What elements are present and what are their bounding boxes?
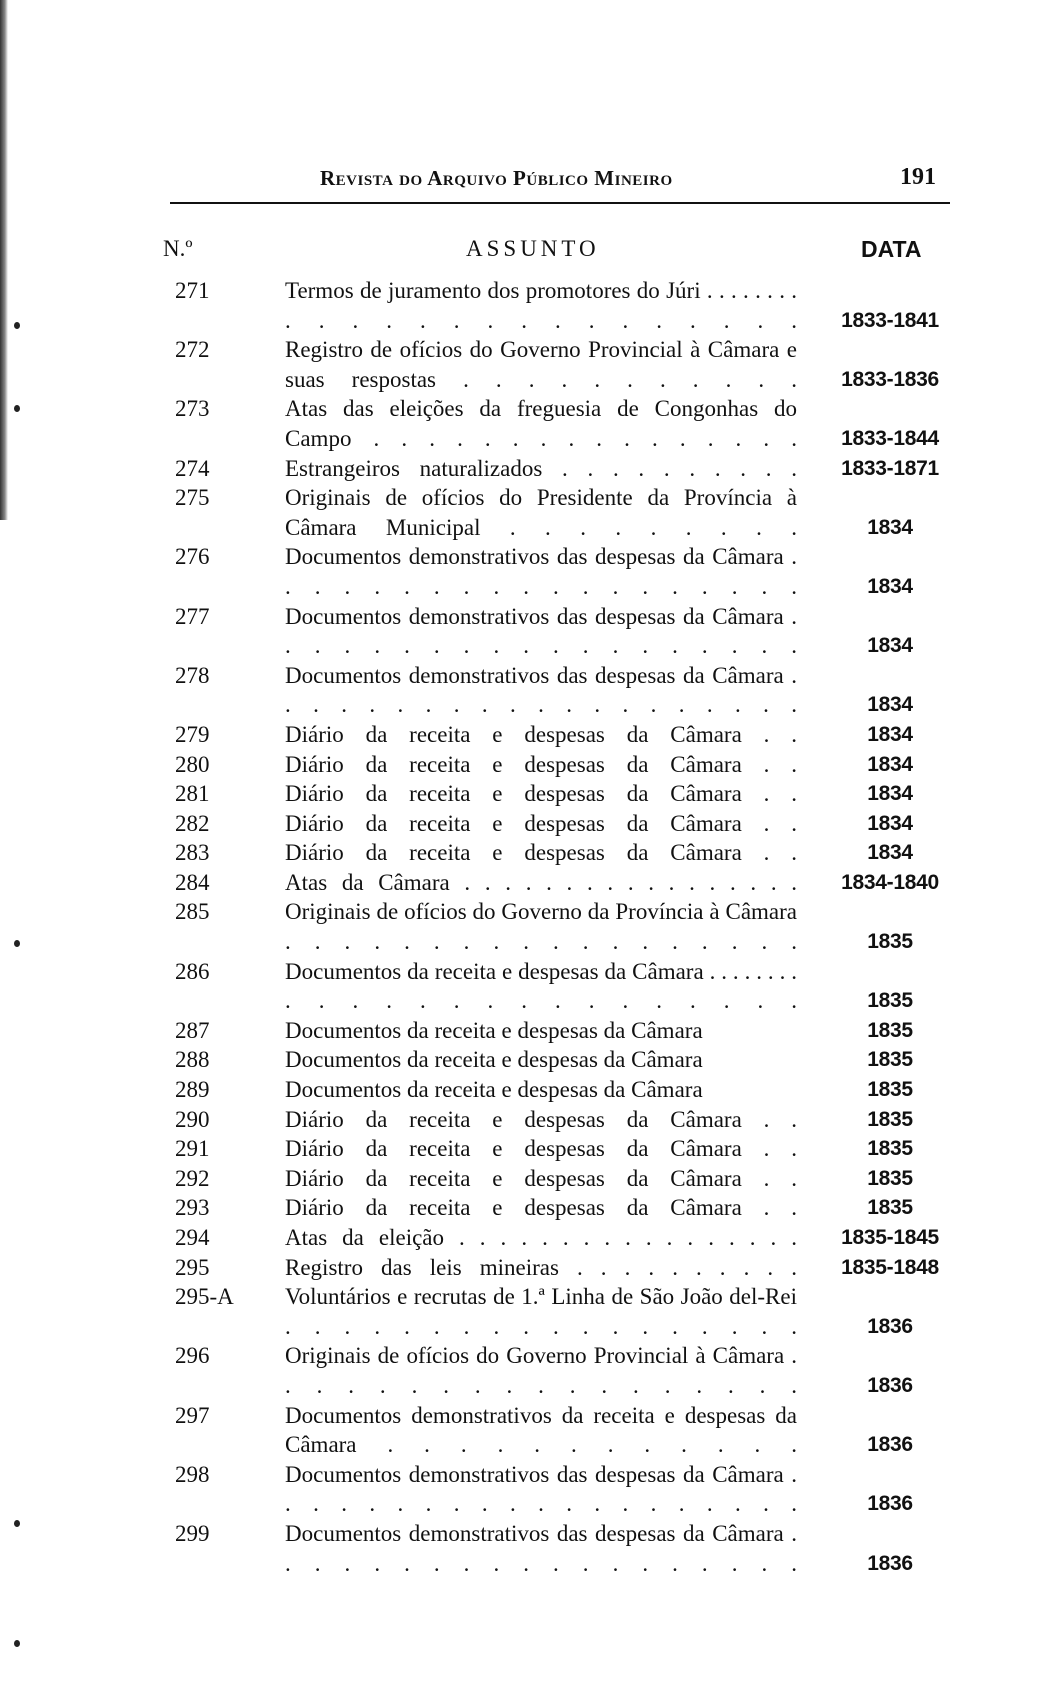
entry-date: 1834	[867, 811, 913, 835]
catalog-entry	[0, 1045, 1061, 1075]
catalog-entry	[0, 750, 1061, 780]
catalog-entry	[0, 720, 1061, 750]
entry-subject: Registro das leis mineiras . . . . . . . . . .	[285, 1254, 797, 1280]
catalog-entry	[0, 1401, 1061, 1460]
print-speck	[14, 1640, 20, 1647]
entry-number: 282	[175, 810, 210, 836]
entry-date: 1835	[867, 930, 913, 954]
catalog-entry	[0, 1223, 1061, 1253]
entry-number: 275	[175, 485, 210, 511]
entry-date: 1834	[867, 841, 913, 865]
entry-number: 296	[175, 1343, 210, 1369]
catalog-entry	[0, 1341, 1061, 1400]
entry-date: 1834	[867, 634, 913, 658]
catalog-entry	[0, 957, 1061, 1016]
entry-number: 299	[175, 1520, 210, 1546]
entry-date: 1833-1841	[841, 308, 939, 332]
entry-date: 1834	[867, 693, 913, 717]
entry-number: 293	[175, 1195, 210, 1221]
entry-date: 1834	[867, 752, 913, 776]
entry-date: 1833-1871	[841, 456, 939, 480]
entry-number: 281	[175, 781, 210, 807]
catalog-entry	[0, 1253, 1061, 1283]
entry-date: 1835	[867, 1107, 913, 1131]
entry-number: 271	[175, 278, 210, 303]
catalog-entry	[0, 661, 1061, 720]
entry-number: 284	[175, 869, 210, 895]
entry-number: 295-A	[175, 1284, 234, 1310]
entry-subject: Voluntários e recrutas de 1.ª Linha de São João del-Rei . . . . . . . . . . . . . . . . . .	[285, 1284, 797, 1339]
entry-subject: Documentos demonstrativos das despesas da Câmara . . . . . . . . . . . . . . . . . . . .	[285, 662, 797, 718]
entry-date: 1834	[867, 574, 913, 598]
entry-number: 277	[175, 603, 210, 629]
entry-subject: Diário da receita e despesas da Câmara . .	[285, 1165, 797, 1191]
entry-number: 292	[175, 1165, 210, 1191]
entry-number: 289	[175, 1077, 210, 1103]
catalog-entry	[0, 1016, 1061, 1046]
entry-date: 1836	[867, 1492, 913, 1516]
entry-subject: Documentos demonstrativos das despesas da Câmara . . . . . . . . . . . . . . . . . . .	[285, 1520, 797, 1576]
entry-subject: Documentos da receita e despesas da Câmara	[285, 1077, 703, 1103]
entry-number: 294	[175, 1225, 210, 1250]
entry-number: 285	[175, 899, 210, 925]
catalog-entry	[0, 335, 1061, 394]
catalog-entry	[0, 454, 1061, 484]
entry-number: 272	[175, 337, 210, 363]
entry-date: 1835	[867, 1078, 913, 1102]
entry-subject: Estrangeiros naturalizados . . . . . . . . . .	[285, 455, 797, 481]
entry-date: 1836	[867, 1551, 913, 1575]
entry-number: 290	[175, 1106, 210, 1132]
entry-subject: Originais de ofícios do Governo Provincial à Câmara . . . . . . . . . . . . . . . . . .	[285, 1343, 797, 1398]
entry-number: 286	[175, 958, 210, 984]
entry-subject: Originais de ofícios do Governo da Província à Câmara . . . . . . . . . . . . . . . . . .	[285, 899, 797, 955]
entry-date: 1836	[867, 1433, 913, 1457]
catalog-entry	[0, 1164, 1061, 1194]
entry-number: 295	[175, 1254, 210, 1280]
catalog-entry	[0, 394, 1061, 453]
catalog-entry	[0, 483, 1061, 542]
entry-date: 1835	[867, 1196, 913, 1220]
entry-subject: Documentos da receita e despesas da Câmara	[285, 1017, 703, 1043]
column-header-date: DATA	[861, 236, 922, 262]
entry-number: 283	[175, 840, 210, 866]
entry-subject: Diário da receita e despesas da Câmara . .	[285, 840, 797, 866]
entry-date: 1835	[867, 1048, 913, 1072]
entry-date: 1835-1848	[841, 1255, 939, 1279]
catalog-entry	[0, 602, 1061, 661]
entry-subject: Documentos demonstrativos da receita e despesas da Câmara . . . . . . . . . . . .	[285, 1402, 797, 1458]
entry-subject: Registro de ofícios do Governo Provincial à Câmara e suas respostas . . . . . . . . . . .	[285, 337, 797, 392]
catalog-entry	[0, 542, 1061, 601]
catalog-entry	[0, 1460, 1061, 1519]
entry-date: 1835	[867, 1166, 913, 1190]
entry-subject: Diário da receita e despesas da Câmara . .	[285, 1106, 797, 1132]
catalog-entry	[0, 1134, 1061, 1164]
entry-date: 1833-1844	[841, 426, 939, 450]
entry-number: 297	[175, 1402, 210, 1428]
entry-number: 287	[175, 1017, 210, 1043]
column-header-subject: ASSUNTO	[466, 236, 600, 261]
entry-date: 1834	[867, 722, 913, 746]
entry-subject: Documentos demonstrativos das despesas da Câmara . . . . . . . . . . . . . . . . . . .	[285, 544, 797, 599]
entry-subject: Diário da receita e despesas da Câmara . .	[285, 1136, 797, 1162]
entry-number: 276	[175, 544, 210, 570]
entry-number: 291	[175, 1136, 210, 1162]
entry-subject: Documentos demonstrativos das despesas da Câmara . . . . . . . . . . . . . . . . . . . .	[285, 1461, 797, 1517]
entry-date: 1835-1845	[841, 1226, 939, 1249]
entry-date: 1833-1836	[841, 367, 939, 391]
entry-subject: Diário da receita e despesas da Câmara . .	[285, 1195, 797, 1221]
catalog-entry	[0, 1193, 1061, 1223]
entry-subject: Atas da eleição . . . . . . . . . . . . . . . . .	[285, 1225, 797, 1250]
catalog-entry	[0, 897, 1061, 956]
entry-subject: Atas da Câmara . . . . . . . . . . . . . . . . .	[285, 869, 797, 895]
entry-subject: Diário da receita e despesas da Câmara . .	[285, 751, 797, 777]
entry-number: 278	[175, 662, 210, 688]
running-header	[170, 160, 950, 204]
column-header-number: N.º	[163, 236, 193, 261]
catalog-entry	[0, 1282, 1061, 1341]
entry-subject: Documentos da receita e despesas da Câmara	[285, 1047, 703, 1073]
journal-title: Revista do Arquivo Público Mineiro	[320, 166, 673, 190]
entry-date: 1835	[867, 989, 913, 1013]
catalog-entry	[0, 838, 1061, 868]
entry-subject: Originais de ofícios do Presidente da Província à Câmara Municipal . . . . . . . . .	[285, 485, 797, 540]
entry-date: 1835	[867, 1137, 913, 1161]
entry-number: 273	[175, 396, 210, 422]
entry-number: 274	[175, 455, 210, 481]
catalog-entry	[0, 276, 1061, 335]
entry-subject: Diário da receita e despesas da Câmara . .	[285, 721, 797, 747]
catalog-entry	[0, 1105, 1061, 1135]
catalog-entry	[0, 1075, 1061, 1105]
entry-date: 1834-1840	[841, 870, 939, 894]
entry-subject: Termos de juramento dos promotores do Júri . . . . . . . . . . . . . . . . . . . . . . . .	[285, 278, 797, 333]
entry-date: 1836	[867, 1373, 913, 1397]
entry-subject: Diário da receita e despesas da Câmara . .	[285, 810, 797, 836]
catalog-entry	[0, 809, 1061, 839]
catalog-entry	[0, 1519, 1061, 1578]
entry-subject: Documentos da receita e despesas da Câmara . . . . . . . . . . . . . . . . . . . . . . . .	[285, 958, 797, 1014]
catalog-entry	[0, 868, 1061, 898]
page-number: 191	[900, 164, 936, 190]
entry-subject: Diário da receita e despesas da Câmara . .	[285, 781, 797, 807]
entry-number: 288	[175, 1047, 210, 1073]
entry-number: 298	[175, 1461, 210, 1487]
entry-date: 1835	[867, 1018, 913, 1042]
entry-number: 279	[175, 721, 210, 747]
entry-date: 1834	[867, 782, 913, 806]
catalog-entry	[0, 779, 1061, 809]
entry-number: 280	[175, 751, 210, 777]
entry-date: 1834	[867, 515, 913, 539]
entry-date: 1836	[867, 1314, 913, 1338]
entry-subject: Documentos demonstrativos das despesas da Câmara . . . . . . . . . . . . . . . . . . .	[285, 603, 797, 659]
entry-subject: Atas das eleições da freguesia de Congonhas do Campo . . . . . . . . . . . . . . . .	[285, 396, 797, 451]
catalog-entries-list	[0, 276, 1061, 1578]
